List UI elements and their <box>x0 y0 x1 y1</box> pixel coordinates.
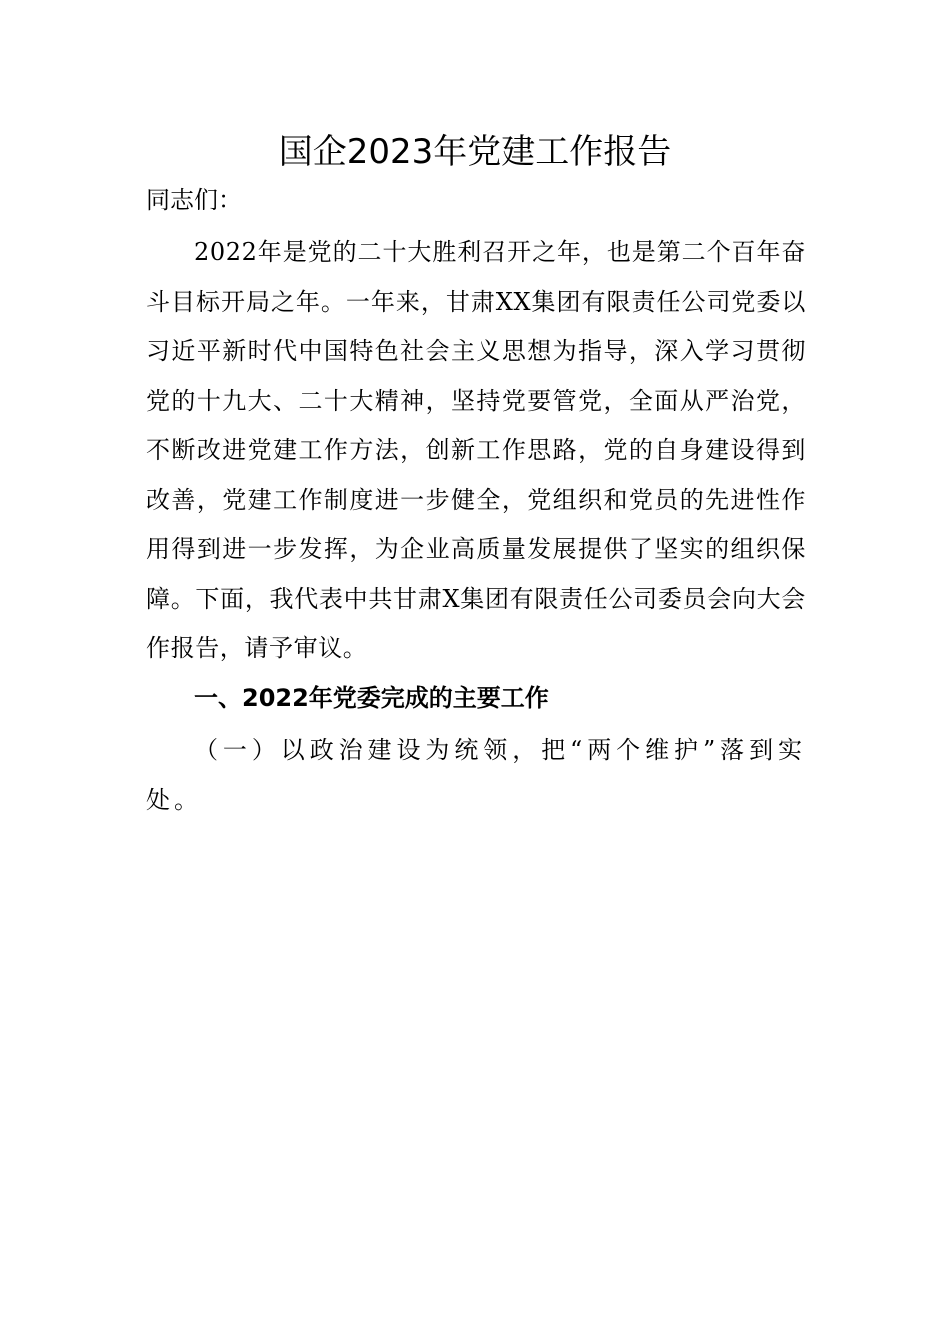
section-heading: 一、2022年党委完成的主要工作 <box>194 684 549 712</box>
body-paragraph: 2022年是党的二十大胜利召开之年，也是第二个百年奋斗目标开局之年。一年来，甘肃XX集团有限责任公司党委以习近平新时代中国特色社会主义思想为指导，深入学习贯彻党的十九大、二十大精神，坚持党要管党，全面从严治党，不断改进党建工作方法，创新工作思路，党的自身建设得到改善，党建工作制度进一步健全，党组织和党员的先进性作用得到进一步发挥，为企业高质量发展提供了坚实的组织保障。下面，我代表中共甘肃X集团有限责任公司委员会向大会作报告，请予审议。 <box>146 238 806 662</box>
subsection-heading: （一）以政治建设为统领，把“两个维护”落到实处。 <box>146 736 806 814</box>
document-title: 国企2023年党建工作报告 <box>278 132 672 172</box>
salutation: 同志们： <box>146 186 242 214</box>
